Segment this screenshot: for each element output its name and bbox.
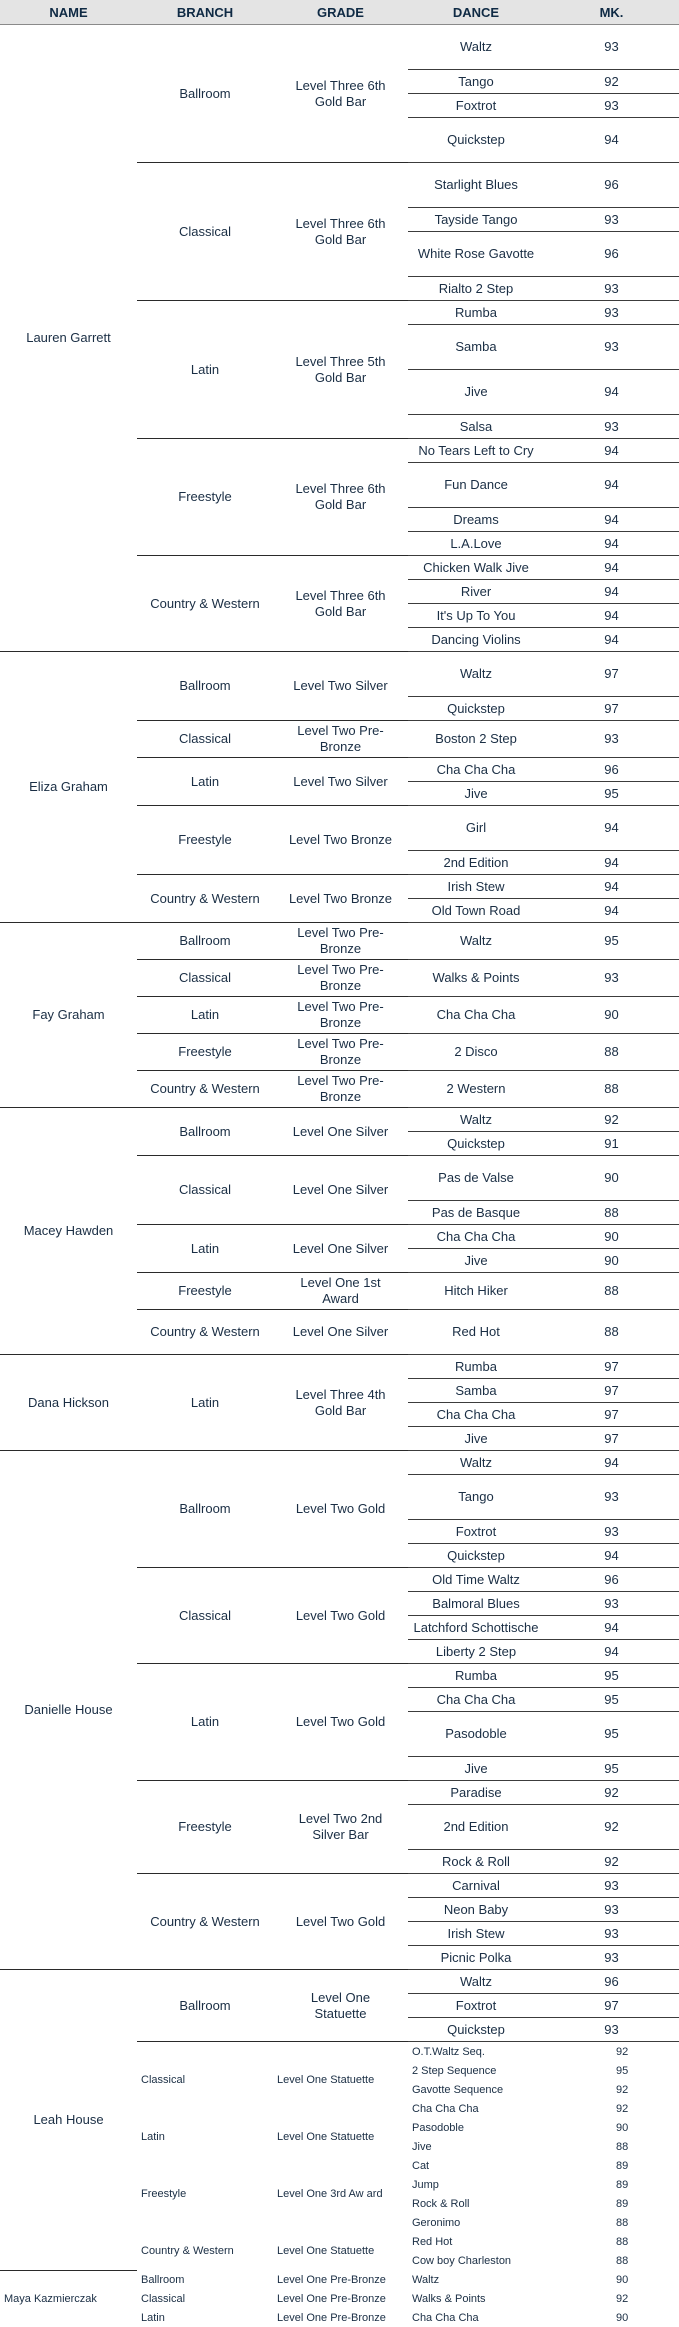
header-branch: BRANCH bbox=[137, 0, 273, 25]
mark-cell: 90 bbox=[544, 2118, 679, 2137]
mark-cell: 94 bbox=[544, 628, 679, 652]
branch-cell: Latin bbox=[137, 2118, 273, 2156]
grade-cell: Level One Pre-Bronze bbox=[273, 2308, 408, 2327]
dance-cell: Cow boy Charleston bbox=[408, 2251, 544, 2270]
dance-cell: Tayside Tango bbox=[408, 208, 544, 232]
branch-cell: Ballroom bbox=[137, 1451, 273, 1568]
dancer-name: Fay Graham bbox=[0, 923, 137, 1108]
branch-cell: Latin bbox=[137, 997, 273, 1034]
table-row bbox=[0, 1451, 679, 1475]
dance-cell: Salsa bbox=[408, 415, 544, 439]
mark-cell: 94 bbox=[544, 532, 679, 556]
dance-cell: 2nd Edition bbox=[408, 851, 544, 875]
table-row bbox=[0, 2270, 679, 2289]
dance-cell: Rumba bbox=[408, 301, 544, 325]
mark-cell: 97 bbox=[544, 1355, 679, 1379]
branch-cell: Freestyle bbox=[137, 806, 273, 875]
dance-cell: Jive bbox=[408, 2137, 544, 2156]
grade-cell: Level Two Gold bbox=[273, 1664, 408, 1781]
dance-cell: Rumba bbox=[408, 1664, 544, 1688]
mark-cell: 92 bbox=[544, 2080, 679, 2099]
dance-cell: It's Up To You bbox=[408, 604, 544, 628]
dance-cell: Liberty 2 Step bbox=[408, 1640, 544, 1664]
dancer-name: Maya Kazmierczak bbox=[0, 2270, 137, 2327]
mark-cell: 88 bbox=[544, 1310, 679, 1355]
grade-cell: Level Three 4th Gold Bar bbox=[273, 1355, 408, 1451]
dance-cell: Paradise bbox=[408, 1781, 544, 1805]
dance-cell: 2 Disco bbox=[408, 1034, 544, 1071]
grade-cell: Level Two 2nd Silver Bar bbox=[273, 1781, 408, 1874]
grade-cell: Level Two Gold bbox=[273, 1568, 408, 1664]
dance-cell: Old Time Waltz bbox=[408, 1568, 544, 1592]
mark-cell: 95 bbox=[544, 782, 679, 806]
mark-cell: 94 bbox=[544, 1544, 679, 1568]
mark-cell: 94 bbox=[544, 580, 679, 604]
mark-cell: 88 bbox=[544, 2232, 679, 2251]
dance-cell: Latchford Schottische bbox=[408, 1616, 544, 1640]
branch-cell: Country & Western bbox=[137, 1874, 273, 1970]
grade-cell: Level Two Pre-Bronze bbox=[273, 721, 408, 758]
mark-cell: 96 bbox=[544, 1970, 679, 1994]
table-body bbox=[0, 25, 679, 2327]
dancer-name: Macey Hawden bbox=[0, 1108, 137, 1355]
mark-cell: 92 bbox=[544, 2289, 679, 2308]
dance-cell: Cha Cha Cha bbox=[408, 1403, 544, 1427]
mark-cell: 93 bbox=[544, 721, 679, 758]
dance-cell: Gavotte Sequence bbox=[408, 2080, 544, 2099]
mark-cell: 93 bbox=[544, 1922, 679, 1946]
branch-cell: Latin bbox=[137, 1355, 273, 1451]
mark-cell: 95 bbox=[544, 1688, 679, 1712]
branch-cell: Ballroom bbox=[137, 652, 273, 721]
branch-cell: Classical bbox=[137, 960, 273, 997]
dance-cell: 2 Western bbox=[408, 1071, 544, 1108]
branch-cell: Latin bbox=[137, 2308, 273, 2327]
mark-cell: 95 bbox=[544, 1712, 679, 1757]
mark-cell: 91 bbox=[544, 1132, 679, 1156]
dance-cell: Tango bbox=[408, 70, 544, 94]
dance-cell: Rock & Roll bbox=[408, 2194, 544, 2213]
grade-cell: Level Two Silver bbox=[273, 652, 408, 721]
mark-cell: 90 bbox=[544, 1156, 679, 1201]
table-row bbox=[0, 652, 679, 697]
dance-cell: Jump bbox=[408, 2175, 544, 2194]
branch-cell: Country & Western bbox=[137, 1310, 273, 1355]
branch-cell: Latin bbox=[137, 1664, 273, 1781]
dance-cell: Foxtrot bbox=[408, 1994, 544, 2018]
grade-cell: Level One Silver bbox=[273, 1225, 408, 1273]
grade-cell: Level Two Pre-Bronze bbox=[273, 997, 408, 1034]
dance-cell: Quickstep bbox=[408, 2018, 544, 2042]
mark-cell: 93 bbox=[544, 960, 679, 997]
grade-cell: Level One 1st Award bbox=[273, 1273, 408, 1310]
branch-cell: Latin bbox=[137, 301, 273, 439]
mark-cell: 94 bbox=[544, 851, 679, 875]
grade-cell: Level One Silver bbox=[273, 1156, 408, 1225]
mark-cell: 95 bbox=[544, 2061, 679, 2080]
mark-cell: 88 bbox=[544, 1201, 679, 1225]
header-grade: GRADE bbox=[273, 0, 408, 25]
header-dance: DANCE bbox=[408, 0, 544, 25]
mark-cell: 92 bbox=[544, 1805, 679, 1850]
dancer-name: Leah House bbox=[0, 1970, 137, 2271]
branch-cell: Country & Western bbox=[137, 875, 273, 923]
mark-cell: 92 bbox=[544, 1850, 679, 1874]
dance-cell: Waltz bbox=[408, 923, 544, 960]
mark-cell: 97 bbox=[544, 1994, 679, 2018]
table-row bbox=[0, 25, 679, 70]
grade-cell: Level Three 6th Gold Bar bbox=[273, 439, 408, 556]
dance-cell: Jive bbox=[408, 1249, 544, 1273]
branch-cell: Classical bbox=[137, 1568, 273, 1664]
branch-cell: Classical bbox=[137, 163, 273, 301]
mark-cell: 92 bbox=[544, 1108, 679, 1132]
mark-cell: 97 bbox=[544, 1403, 679, 1427]
dance-cell: Picnic Polka bbox=[408, 1946, 544, 1970]
mark-cell: 97 bbox=[544, 697, 679, 721]
mark-cell: 90 bbox=[544, 1249, 679, 1273]
mark-cell: 94 bbox=[544, 370, 679, 415]
grade-cell: Level Two Bronze bbox=[273, 806, 408, 875]
mark-cell: 93 bbox=[544, 325, 679, 370]
branch-cell: Freestyle bbox=[137, 439, 273, 556]
grade-cell: Level Two Pre-Bronze bbox=[273, 1071, 408, 1108]
dance-cell: Tango bbox=[408, 1475, 544, 1520]
mark-cell: 96 bbox=[544, 163, 679, 208]
dance-cell: Jive bbox=[408, 782, 544, 806]
mark-cell: 93 bbox=[544, 1946, 679, 1970]
dance-cell: Cha Cha Cha bbox=[408, 2099, 544, 2118]
mark-cell: 95 bbox=[544, 1664, 679, 1688]
branch-cell: Ballroom bbox=[137, 1970, 273, 2042]
dance-cell: Samba bbox=[408, 1379, 544, 1403]
grade-cell: Level Two Bronze bbox=[273, 875, 408, 923]
branch-cell: Ballroom bbox=[137, 25, 273, 163]
dance-cell: O.T.Waltz Seq. bbox=[408, 2042, 544, 2062]
dancer-name: Eliza Graham bbox=[0, 652, 137, 923]
branch-cell: Latin bbox=[137, 758, 273, 806]
branch-cell: Ballroom bbox=[137, 1108, 273, 1156]
grade-cell: Level Two Gold bbox=[273, 1451, 408, 1568]
grade-cell: Level Three 6th Gold Bar bbox=[273, 556, 408, 652]
branch-cell: Country & Western bbox=[137, 556, 273, 652]
dance-cell: Irish Stew bbox=[408, 875, 544, 899]
mark-cell: 94 bbox=[544, 556, 679, 580]
grade-cell: Level One Silver bbox=[273, 1310, 408, 1355]
dance-cell: Red Hot bbox=[408, 2232, 544, 2251]
mark-cell: 94 bbox=[544, 1451, 679, 1475]
branch-cell: Freestyle bbox=[137, 2156, 273, 2232]
branch-cell: Freestyle bbox=[137, 1781, 273, 1874]
grade-cell: Level One Statuette bbox=[273, 2232, 408, 2270]
dance-cell: Cha Cha Cha bbox=[408, 1688, 544, 1712]
dance-cell: River bbox=[408, 580, 544, 604]
mark-cell: 95 bbox=[544, 1757, 679, 1781]
mark-cell: 93 bbox=[544, 1874, 679, 1898]
branch-cell: Country & Western bbox=[137, 1071, 273, 1108]
dance-cell: Cha Cha Cha bbox=[408, 2308, 544, 2327]
header-mark: MK. bbox=[544, 0, 679, 25]
dance-cell: Jive bbox=[408, 1427, 544, 1451]
dance-cell: Waltz bbox=[408, 1970, 544, 1994]
mark-cell: 88 bbox=[544, 2251, 679, 2270]
grade-cell: Level One Pre-Bronze bbox=[273, 2270, 408, 2289]
mark-cell: 94 bbox=[544, 439, 679, 463]
dance-cell: Walks & Points bbox=[408, 960, 544, 997]
dance-cell: L.A.Love bbox=[408, 532, 544, 556]
grade-cell: Level One 3rd Aw ard bbox=[273, 2156, 408, 2232]
branch-cell: Classical bbox=[137, 2042, 273, 2119]
grade-cell: Level Three 6th Gold Bar bbox=[273, 163, 408, 301]
mark-cell: 94 bbox=[544, 604, 679, 628]
table-row bbox=[0, 1355, 679, 1379]
mark-cell: 93 bbox=[544, 25, 679, 70]
dance-cell: Fun Dance bbox=[408, 463, 544, 508]
dance-cell: Pas de Basque bbox=[408, 1201, 544, 1225]
mark-cell: 92 bbox=[544, 2042, 679, 2062]
mark-cell: 94 bbox=[544, 118, 679, 163]
mark-cell: 96 bbox=[544, 758, 679, 782]
mark-cell: 89 bbox=[544, 2175, 679, 2194]
mark-cell: 93 bbox=[544, 2018, 679, 2042]
dance-cell: Quickstep bbox=[408, 118, 544, 163]
mark-cell: 93 bbox=[544, 301, 679, 325]
dancer-name: Dana Hickson bbox=[0, 1355, 137, 1451]
mark-cell: 90 bbox=[544, 1225, 679, 1249]
mark-cell: 96 bbox=[544, 232, 679, 277]
mark-cell: 96 bbox=[544, 1568, 679, 1592]
grade-cell: Level One Silver bbox=[273, 1108, 408, 1156]
mark-cell: 92 bbox=[544, 70, 679, 94]
mark-cell: 93 bbox=[544, 1898, 679, 1922]
dance-cell: White Rose Gavotte bbox=[408, 232, 544, 277]
mark-cell: 94 bbox=[544, 1640, 679, 1664]
mark-cell: 88 bbox=[544, 1071, 679, 1108]
dance-cell: Waltz bbox=[408, 1108, 544, 1132]
table-row bbox=[0, 1970, 679, 1994]
dance-cell: Boston 2 Step bbox=[408, 721, 544, 758]
dance-cell: Rumba bbox=[408, 1355, 544, 1379]
mark-cell: 97 bbox=[544, 1427, 679, 1451]
mark-cell: 90 bbox=[544, 997, 679, 1034]
mark-cell: 88 bbox=[544, 1034, 679, 1071]
dance-cell: Quickstep bbox=[408, 1544, 544, 1568]
mark-cell: 90 bbox=[544, 2270, 679, 2289]
mark-cell: 88 bbox=[544, 1273, 679, 1310]
grade-cell: Level One Statuette bbox=[273, 1970, 408, 2042]
dance-cell: Cat bbox=[408, 2156, 544, 2175]
grade-cell: Level Two Pre-Bronze bbox=[273, 1034, 408, 1071]
dance-cell: Chicken Walk Jive bbox=[408, 556, 544, 580]
mark-cell: 90 bbox=[544, 2308, 679, 2327]
dance-cell: Walks & Points bbox=[408, 2289, 544, 2308]
dance-cell: Red Hot bbox=[408, 1310, 544, 1355]
dance-cell: Foxtrot bbox=[408, 94, 544, 118]
branch-cell: Classical bbox=[137, 1156, 273, 1225]
dance-cell: Rialto 2 Step bbox=[408, 277, 544, 301]
mark-cell: 93 bbox=[544, 1475, 679, 1520]
dance-cell: 2nd Edition bbox=[408, 1805, 544, 1850]
dance-cell: Cha Cha Cha bbox=[408, 997, 544, 1034]
dance-cell: Starlight Blues bbox=[408, 163, 544, 208]
branch-cell: Freestyle bbox=[137, 1034, 273, 1071]
dance-cell: Dancing Violins bbox=[408, 628, 544, 652]
mark-cell: 97 bbox=[544, 1379, 679, 1403]
dance-cell: Old Town Road bbox=[408, 899, 544, 923]
dance-cell: Jive bbox=[408, 370, 544, 415]
dance-cell: 2 Step Sequence bbox=[408, 2061, 544, 2080]
mark-cell: 94 bbox=[544, 899, 679, 923]
dance-cell: Waltz bbox=[408, 1451, 544, 1475]
branch-cell: Latin bbox=[137, 1225, 273, 1273]
mark-cell: 93 bbox=[544, 277, 679, 301]
dance-cell: Cha Cha Cha bbox=[408, 758, 544, 782]
dance-cell: Pasodoble bbox=[408, 1712, 544, 1757]
dance-cell: Foxtrot bbox=[408, 1520, 544, 1544]
dance-cell: Waltz bbox=[408, 2270, 544, 2289]
mark-cell: 88 bbox=[544, 2137, 679, 2156]
dance-cell: Cha Cha Cha bbox=[408, 1225, 544, 1249]
dance-cell: Carnival bbox=[408, 1874, 544, 1898]
grade-cell: Level One Statuette bbox=[273, 2042, 408, 2119]
mark-cell: 92 bbox=[544, 2099, 679, 2118]
table-row bbox=[0, 1108, 679, 1132]
mark-cell: 93 bbox=[544, 415, 679, 439]
dance-cell: Pas de Valse bbox=[408, 1156, 544, 1201]
grade-cell: Level One Pre-Bronze bbox=[273, 2289, 408, 2308]
dance-cell: Dreams bbox=[408, 508, 544, 532]
mark-cell: 92 bbox=[544, 1781, 679, 1805]
grade-cell: Level Two Pre-Bronze bbox=[273, 960, 408, 997]
mark-cell: 93 bbox=[544, 208, 679, 232]
dance-cell: Irish Stew bbox=[408, 1922, 544, 1946]
branch-cell: Freestyle bbox=[137, 1273, 273, 1310]
dance-cell: Balmoral Blues bbox=[408, 1592, 544, 1616]
dance-cell: No Tears Left to Cry bbox=[408, 439, 544, 463]
mark-cell: 89 bbox=[544, 2194, 679, 2213]
dancer-name: Lauren Garrett bbox=[0, 25, 137, 652]
mark-cell: 94 bbox=[544, 806, 679, 851]
mark-cell: 94 bbox=[544, 508, 679, 532]
dance-cell: Samba bbox=[408, 325, 544, 370]
grade-cell: Level Three 6th Gold Bar bbox=[273, 25, 408, 163]
dance-cell: Neon Baby bbox=[408, 1898, 544, 1922]
dance-cell: Waltz bbox=[408, 652, 544, 697]
header-name: NAME bbox=[0, 0, 137, 25]
grade-cell: Level Two Silver bbox=[273, 758, 408, 806]
branch-cell: Ballroom bbox=[137, 2270, 273, 2289]
mark-cell: 94 bbox=[544, 875, 679, 899]
dance-cell: Hitch Hiker bbox=[408, 1273, 544, 1310]
dancer-name: Danielle House bbox=[0, 1451, 137, 1970]
dance-cell: Quickstep bbox=[408, 697, 544, 721]
table-row bbox=[0, 923, 679, 960]
mark-cell: 93 bbox=[544, 94, 679, 118]
branch-cell: Classical bbox=[137, 721, 273, 758]
dance-cell: Girl bbox=[408, 806, 544, 851]
mark-cell: 95 bbox=[544, 923, 679, 960]
mark-cell: 88 bbox=[544, 2213, 679, 2232]
dance-cell: Rock & Roll bbox=[408, 1850, 544, 1874]
mark-cell: 93 bbox=[544, 1520, 679, 1544]
dance-cell: Pasodoble bbox=[408, 2118, 544, 2137]
grade-cell: Level One Statuette bbox=[273, 2118, 408, 2156]
dance-cell: Quickstep bbox=[408, 1132, 544, 1156]
grade-cell: Level Two Gold bbox=[273, 1874, 408, 1970]
dance-cell: Geronimo bbox=[408, 2213, 544, 2232]
grade-cell: Level Two Pre-Bronze bbox=[273, 923, 408, 960]
branch-cell: Ballroom bbox=[137, 923, 273, 960]
branch-cell: Country & Western bbox=[137, 2232, 273, 2270]
mark-cell: 93 bbox=[544, 1592, 679, 1616]
dance-cell: Jive bbox=[408, 1757, 544, 1781]
mark-cell: 89 bbox=[544, 2156, 679, 2175]
dance-cell: Waltz bbox=[408, 25, 544, 70]
table-header bbox=[0, 0, 679, 25]
mark-cell: 94 bbox=[544, 463, 679, 508]
mark-cell: 94 bbox=[544, 1616, 679, 1640]
branch-cell: Classical bbox=[137, 2289, 273, 2308]
mark-cell: 97 bbox=[544, 652, 679, 697]
grade-cell: Level Three 5th Gold Bar bbox=[273, 301, 408, 439]
